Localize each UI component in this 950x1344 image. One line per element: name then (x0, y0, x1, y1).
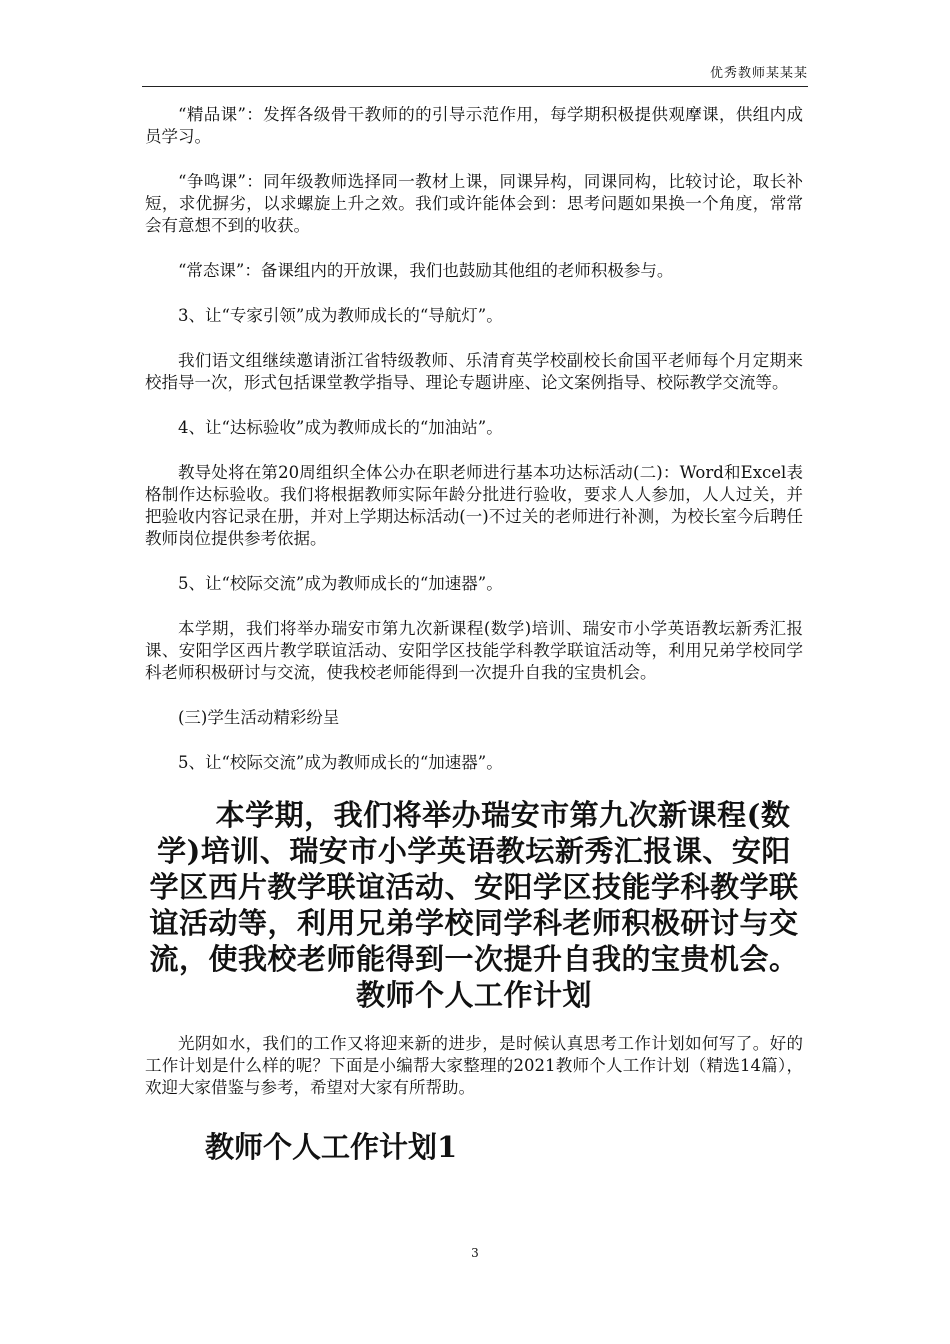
item-school-exchange: 5、让“校际交流”成为教师成长的“加速器”。 (178, 574, 503, 593)
page-header (142, 58, 808, 87)
section-heading: 教师个人工作计划1 (205, 1130, 458, 1164)
page-number: 3 (471, 1246, 479, 1260)
paragraph-standard-acceptance: 教导处将在第20周组织全体公办在职老师进行基本功达标活动(二)：Word和Excel表格制作达标验收。我们将根据教师实际年龄分批进行验收，要求人人参加，人人过关，并把验收内容记录在册，并对上学期达标活动(一)不过关的老师进行补测，为校长室今后聘任教师岗位提供参考依据。 (145, 463, 803, 548)
subheading-student-activities: (三)学生活动精彩纷呈 (178, 708, 340, 727)
header-title: 优秀教师某某某 (709, 66, 808, 81)
item-school-exchange-repeat: 5、让“校际交流”成为教师成长的“加速器”。 (178, 753, 503, 772)
document-body (145, 104, 803, 1165)
paragraph-boutique-lesson: “精品课”：发挥各级骨干教师的的引导示范作用，每学期积极提供观摩课，供组内成员学习。 (145, 105, 803, 146)
big-heading-text: 本学期，我们将举办瑞安市第九次新课程(数学)培训、瑞安市小学英语教坛新秀汇报课、安阳学区西片教学联谊活动、安阳学区技能学科教学联谊活动等，利用兄弟学校同学科老师积极研讨与交流，使我校老师能得到一次提升自我的宝贵机会。 教师个人工作计划 (149, 798, 799, 1012)
paragraph-school-exchange: 本学期，我们将举办瑞安市第九次新课程(数学)培训、瑞安市小学英语教坛新秀汇报课、安阳学区西片教学联谊活动、安阳学区技能学科教学联谊活动等，利用兄弟学校同学科老师积极研讨与交流，使我校老师能得到一次提升自我的宝贵机会。 (145, 619, 803, 682)
big-heading (145, 797, 803, 1013)
paragraph-expert-guidance: 我们语文组继续邀请浙江省特级教师、乐清育英学校副校长俞国平老师每个月定期来校指导一次，形式包括课堂教学指导、理论专题讲座、论文案例指导、校际教学交流等。 (145, 351, 803, 392)
paragraph-debate-lesson: “争鸣课”：同年级教师选择同一教材上课，同课异构，同课同构，比较讨论，取长补短，求优摒劣，以求螺旋上升之效。我们或许能体会到：思考问题如果换一个角度，常常会有意想不到的收获。 (145, 172, 803, 235)
paragraph-regular-lesson: “常态课”：备课组内的开放课，我们也鼓励其他组的老师积极参与。 (178, 261, 674, 280)
paragraph-intro: 光阴如水，我们的工作又将迎来新的进步，是时候认真思考工作计划如何写了。好的工作计划是什么样的呢？下面是小编帮大家整理的2021教师个人工作计划（精选14篇），欢迎大家借鉴与参考，希望对大家有所帮助。 (145, 1034, 803, 1097)
item-standard-acceptance: 4、让“达标验收”成为教师成长的“加油站”。 (178, 418, 503, 437)
item-expert-guidance: 3、让“专家引领”成为教师成长的“导航灯”。 (178, 306, 503, 325)
